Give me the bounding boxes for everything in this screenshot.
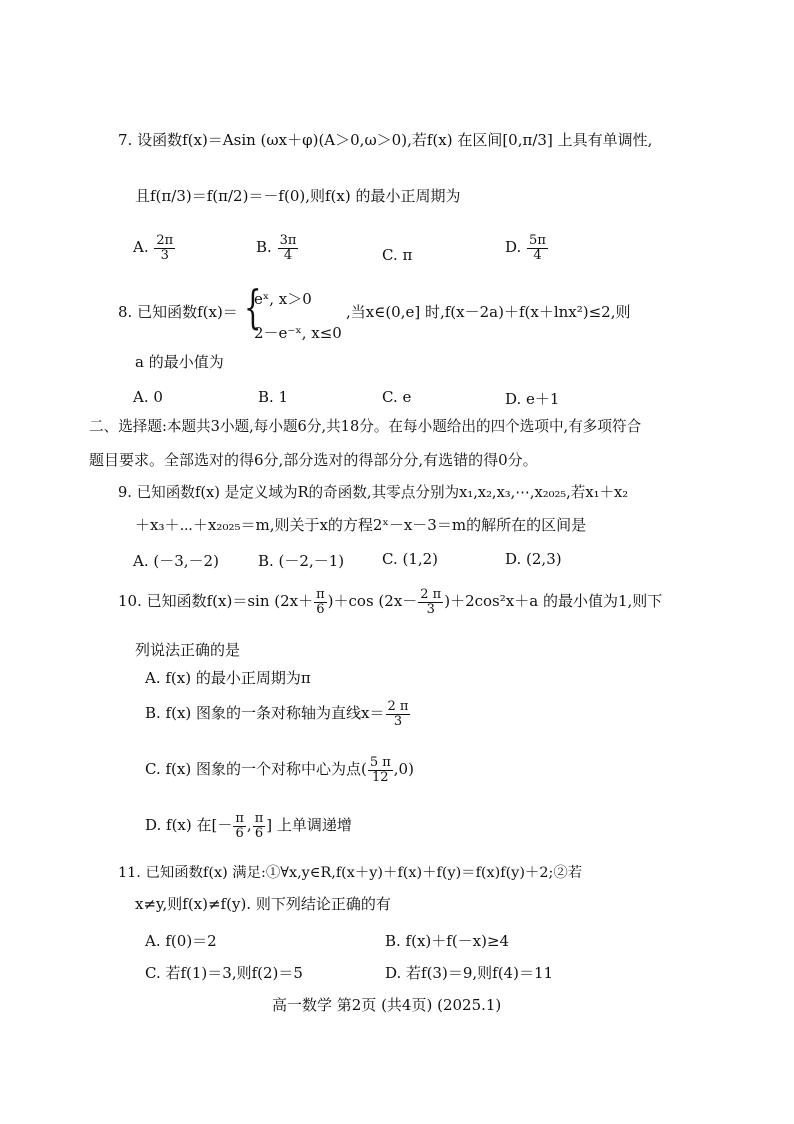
q10-fraction-pi-6: $\frac{\pi}{6}$ <box>316 587 325 617</box>
q9-option-c: C. (1,2) <box>382 550 439 568</box>
q8-option-a: A. 0 <box>133 388 163 406</box>
q9-stem-line1: 9. 已知函数f(x) 是定义域为R的奇函数,其零点分别为x₁,x₂,x₃,⋯,x₂₀₂₅,若x₁＋x₂ <box>118 484 629 501</box>
q8-stem-line2: a 的最小值为 <box>135 353 224 371</box>
q10-option-b: B. f(x) 图象的一条对称轴为直线x＝ $\frac{2 \pi}{3}$ <box>145 699 409 729</box>
q7-option-c: C. π <box>382 246 413 264</box>
q7-option-d-fraction: $\frac{5\pi}{4}$ <box>529 233 546 263</box>
q7-option-b-fraction: $\frac{3\pi}{4}$ <box>279 233 297 263</box>
q9-option-d: D. (2,3) <box>505 550 562 568</box>
q10-stem-line2: 列说法正确的是 <box>135 641 241 659</box>
q8-case1: eˣ, x＞0 <box>254 290 312 308</box>
q7-stem-line2: 且f(π/3)＝f(π/2)＝－f(0),则f(x) 的最小正周期为 <box>135 187 461 205</box>
page-footer: 高一数学 第2页 (共4页) (2025.1) <box>272 996 502 1014</box>
q10-option-c-fraction: $\frac{5 \pi}{12}$ <box>369 755 391 785</box>
q11-stem-line2: x≠y,则f(x)≠f(y). 则下列结论正确的有 <box>135 895 391 913</box>
q10-option-d-fraction1: $\frac{\pi}{6}$ <box>235 811 244 841</box>
q11-option-d: D. 若f(3)＝9,则f(4)＝11 <box>385 964 554 982</box>
q7-option-a: A. $\frac{2\pi}{3}$ <box>133 233 174 263</box>
q8-case2: 2－e⁻ˣ, x≤0 <box>254 324 342 342</box>
q11-option-a: A. f(0)＝2 <box>145 932 217 950</box>
q9-option-b: B. (－2,－1) <box>258 552 345 570</box>
section2-header-line2: 题目要求。全部选对的得6分,部分选对的得部分分,有选错的得0分。 <box>89 451 538 469</box>
q9-stem-line2: ＋x₃＋⋯＋x₂₀₂₅＝m,则关于x的方程2ˣ－x－3＝m的解所在的区间是 <box>135 516 587 534</box>
q8-stem-suffix: ,当x∈(0,e] 时,f(x－2a)＋f(x＋lnx²)≤2,则 <box>346 303 631 321</box>
q7-option-b: B. $\frac{3\pi}{4}$ <box>256 233 297 263</box>
q8-option-b: B. 1 <box>258 388 289 406</box>
q11-option-b: B. f(x)＋f(－x)≥4 <box>385 932 510 950</box>
q10-option-b-fraction: $\frac{2 \pi}{3}$ <box>387 699 409 729</box>
q11-option-c: C. 若f(1)＝3,则f(2)＝5 <box>145 964 303 982</box>
q9-option-a: A. (－3,－2) <box>133 552 219 570</box>
q10-option-a: A. f(x) 的最小正周期为π <box>145 669 311 687</box>
q10-option-d-fraction2: $\frac{\pi}{6}$ <box>254 811 264 841</box>
q7-stem-line1: 7. 设函数f(x)＝Asin (ωx＋φ)(A＞0,ω＞0),若f(x) 在区间[0,π/3] 上具有单调性, <box>118 131 653 149</box>
section2-header-line1: 二、选择题:本题共3小题,每小题6分,共18分。在每小题给出的四个选项中,有多项符合 <box>89 418 642 435</box>
q7-option-a-fraction: $\frac{2\pi}{3}$ <box>156 233 174 263</box>
q8-piecewise-brace: { <box>244 280 262 334</box>
q8-stem-prefix: 8. 已知函数f(x)＝ <box>118 303 238 321</box>
q8-option-d: D. e＋1 <box>505 390 560 408</box>
q10-fraction-2pi-3: $\frac{2 \pi}{3}$ <box>420 587 442 617</box>
q10-option-c: C. f(x) 图象的一个对称中心为点( $\frac{5 \pi}{12}$ ,0) <box>145 755 414 785</box>
q11-stem-line1: 11. 已知函数f(x) 满足:①∀x,y∈R,f(x＋y)＋f(x)＋f(y)＝f(x)f(y)＋2;②若 <box>118 865 583 881</box>
q7-option-d: D. $\frac{5\pi}{4}$ <box>505 233 546 263</box>
q8-option-c: C. e <box>382 388 412 406</box>
q10-stem-line1: 10. 已知函数f(x)＝sin (2x＋ $\frac{\pi}{6}$ )＋cos (2x－ $\frac{2 \pi}{3}$ )＋2cos²x＋a 的最小值为1,则下 <box>118 587 663 617</box>
q10-option-d: D. f(x) 在[－ $\frac{\pi}{6}$ , $\frac{\pi}{6}$ ] 上单调递增 <box>145 811 352 841</box>
